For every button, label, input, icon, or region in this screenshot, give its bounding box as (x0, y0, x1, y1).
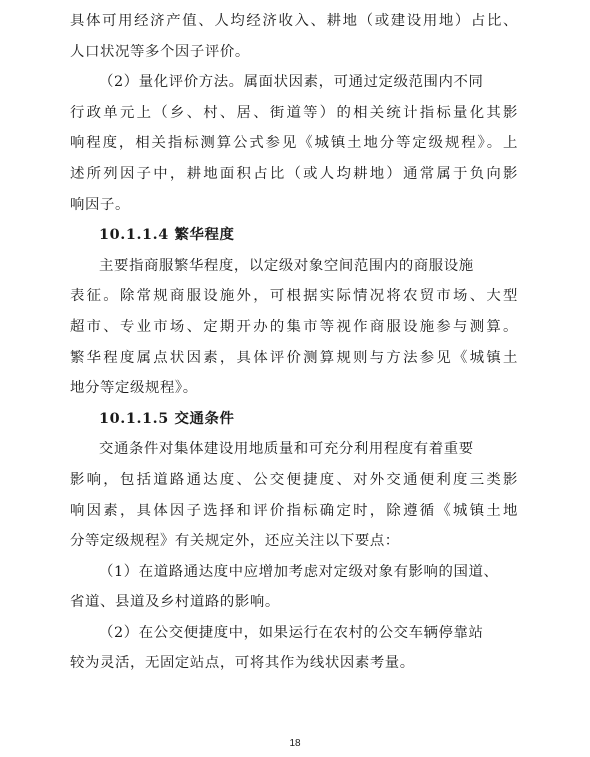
text-line: 较为灵活，无固定站点，可将其作为线状因素考量。 (70, 655, 415, 672)
paragraph-start-line: （2）量化评价方法。属面状因素，可通过定级范围内不同 (99, 74, 484, 91)
paragraph-start-line: 交通条件对集体建设用地质量和可充分利用程度有着重要 (99, 441, 474, 458)
section-heading-10-1-1-4: 10.1.1.4 繁华程度 (99, 226, 235, 244)
text-line: 超市、专业市场、定期开办的集市等视作商服设施参与测算。 (70, 318, 518, 335)
section-heading-10-1-1-5: 10.1.1.5 交通条件 (99, 409, 235, 427)
body-text (70, 6, 518, 679)
text-line: 人口状况等多个因子评价。 (70, 43, 250, 60)
text-line: 繁华程度属点状因素，具体评价测算规则与方法参见《城镇土 (70, 349, 518, 366)
text-line: 响程度，相关指标测算公式参见《城镇土地分等定级规程》。上 (70, 135, 518, 152)
text-line: 行政单元上（乡、村、居、街道等）的相关统计指标量化其影 (70, 104, 518, 121)
paragraph-start-line: 主要指商服繁华程度，以定级对象空间范围内的商服设施 (99, 257, 474, 274)
paragraph-start-line: （1）在道路通达度中应增加考虑对定级对象有影响的国道、 (99, 563, 499, 580)
text-line: 省道、县道及乡村道路的影响。 (70, 594, 280, 611)
text-line: 响因素，具体因子选择和评价指标确定时，除遵循《城镇土地 (70, 502, 518, 519)
text-line: 具体可用经济产值、人均经济收入、耕地（或建设用地）占比、 (70, 13, 518, 29)
text-line: 述所列因子中，耕地面积占比（或人均耕地）通常属于负向影 (70, 165, 518, 182)
text-line: 响因子。 (70, 196, 130, 213)
paragraph-start-line: （2）在公交便捷度中，如果运行在农村的公交车辆停靠站 (99, 624, 484, 641)
text-line: 地分等定级规程》。 (70, 380, 198, 397)
text-line: 分等定级规程》有关规定外，还应关注以下要点： (70, 533, 400, 550)
text-line: 影响，包括道路通达度、公交便捷度、对外交通便利度三类影 (70, 471, 518, 488)
text-line: 表征。除常规商服设施外，可根据实际情况将农贸市场、大型 (70, 288, 518, 305)
page-number: 18 (289, 738, 301, 749)
